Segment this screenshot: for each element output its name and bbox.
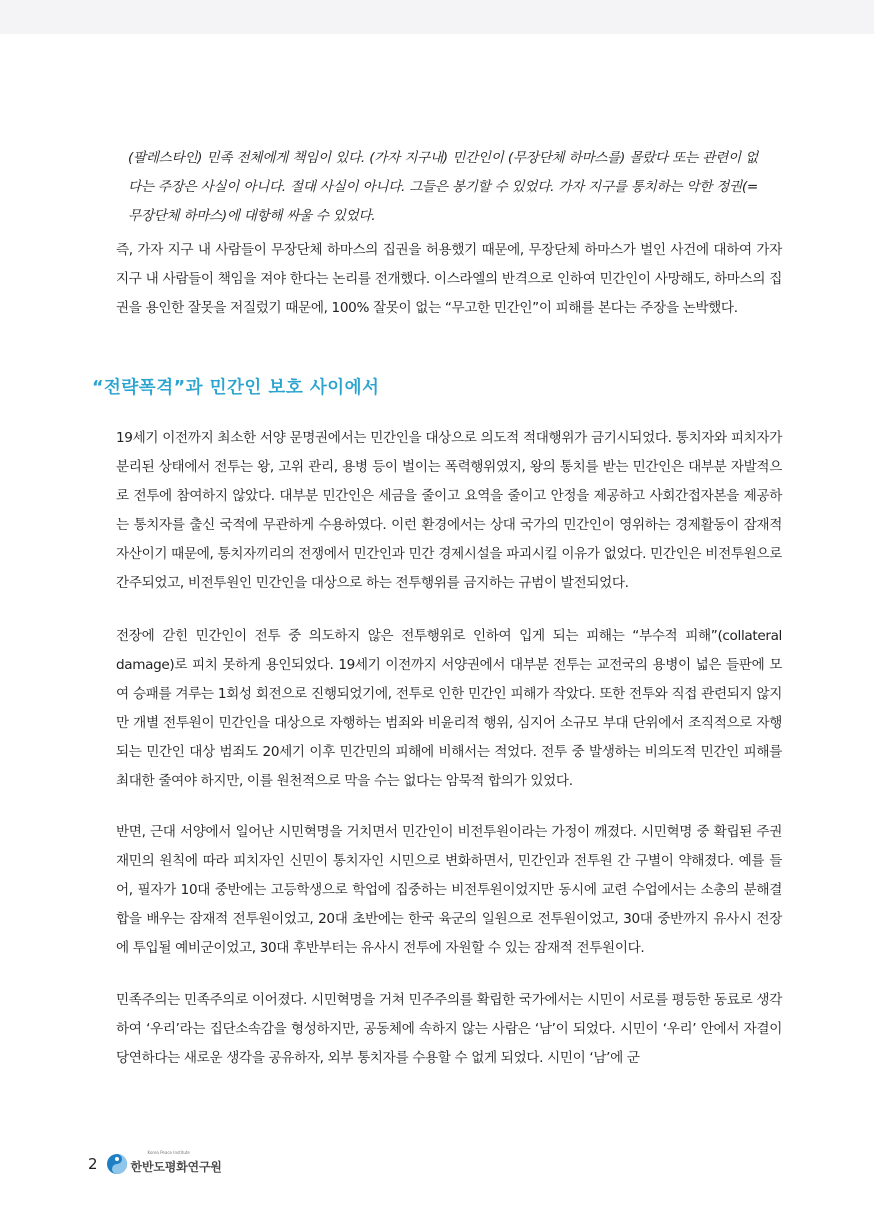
paragraph-1: 즉, 가자 지구 내 사람들이 무장단체 하마스의 집권을 허용했기 때문에, 무장단체 하마스가 벌인 사건에 대하여 가자 지구 내 사람들이 책임을 져야 한다는 논리를 전개했다. 이스라엘의 반격으로 인하여 민간인이 사망해도, 하마스의 집권을 용인한 잘못을 저질렀기 때문에, 100% 잘못이 없는 “무고한 민간인”이 피해를 본다는 주장을 논박했다. [116,242,782,316]
paragraph-2: 19세기 이전까지 최소한 서양 문명권에서는 민간인을 대상으로 의도적 적대행위가 금기시되었다. 통치자와 피치자가 분리된 상태에서 전투는 왕, 고위 관리, 용병 등이 벌이는 폭력행위였지, 왕의 통치를 받는 민간인은 대부분 자발적으로 전투에 참여하지 않았다. 대부분 민간인은 세금을 줄이고 요역을 줄이고 안정을 제공하고 사회간접자본을 제공하는 통치자를 출신 국적에 무관하게 수용하였다. 이런 환경에서는 상대 국가의 민간인이 영위하는 경제활동이 잠재적 자산이기 때문에, 통치자끼리의 전쟁에서 민간인과 민간 경제시설을 파괴시킬 이유가 없었다. 민간인은 비전투원으로 간주되었고, 비전투원인 민간인을 대상으로 하는 전투행위를 금지하는 규범이 발전되었다. [116,430,782,591]
logo-text: 한반도평화연구원 [130,1159,222,1174]
paragraph-4: 반면, 근대 서양에서 일어난 시민혁명을 거치면서 민간인이 비전투원이라는 가정이 깨졌다. 시민혁명 중 확립된 주권재민의 원칙에 따라 피치자인 신민이 통치자인 시민으로 변화하면서, 민간인과 전투원 간 구별이 약해졌다. 예를 들어, 필자가 10대 중반에는 고등학생으로 학업에 집중하는 비전투원이었지만 동시에 교련 수업에서는 소총의 분해결합을 배우는 잠재적 전투원이었고, 20대 초반에는 한국 육군의 일원으로 전투원이었고, 30대 중반까지 유사시 전장에 투입될 예비군이었고, 30대 후반부터는 유사시 전투에 자원할 수 있는 잠재적 전투원이다. [116,824,782,956]
section-heading: “전략폭격”과 민간인 보호 사이에서 [92,378,380,398]
page-header-band [0,0,874,34]
institute-logo [106,1150,222,1175]
paragraph-3: 전장에 갇힌 민간인이 전투 중 의도하지 않은 전투행위로 인하여 입게 되는 피해는 “부수적 피해”(collateral damage)로 피치 못하게 용인되었다. 19세기 이전까지 서양권에서 대부분 전투는 교전국의 용병이 넓은 들판에 모여 승패를 겨루는 1회성 회전으로 진행되었기에, 전투로 인한 민간인 피해가 작았다. 또한 전투와 직접 관련되지 않지만 개별 전투원이 민간인을 대상으로 자행하는 범죄와 비윤리적 행위, 심지어 소규모 부대 단위에서 조직적으로 자행되는 민간인 대상 범죄도 20세기 이후 민간민의 피해에 비해서는 적었다. 전투 중 발생하는 비의도적 민간인 피해를 최대한 줄여야 하지만, 이를 원천적으로 막을 수는 없다는 암묵적 합의가 있었다. [116,628,782,789]
page-number: 2 [88,1155,98,1173]
page-footer [88,1150,222,1175]
blockquote: (팔레스타인) 민족 전체에게 책임이 있다. (가자 지구내) 민간인이 (무장단체 하마스를) 몰랐다 또는 관련이 없다는 주장은 사실이 아니다. 절대 사실이 아니다. 그들은 봉기할 수 있었다. 가자 지구를 통치하는 악한 정권(=무장단체 하마스)에 대항해 싸울 수 있었다. [128,150,758,224]
institute-logo-icon [106,1153,128,1175]
paragraph-5: 민족주의는 민족주의로 이어졌다. 시민혁명을 거쳐 민주주의를 확립한 국가에서는 시민이 서로를 평등한 동료로 생각하여 ‘우리’라는 집단소속감을 형성하지만, 공동체에 속하지 않는 사람은 ‘남’이 되었다. 시민이 ‘우리’ 안에서 자결이 당연하다는 새로운 생각을 공유하자, 외부 통치자를 수용할 수 없게 되었다. 시민이 ‘남’에 군 [116,992,782,1066]
logo-subtext: Korea Peace Institute [147,1150,190,1155]
